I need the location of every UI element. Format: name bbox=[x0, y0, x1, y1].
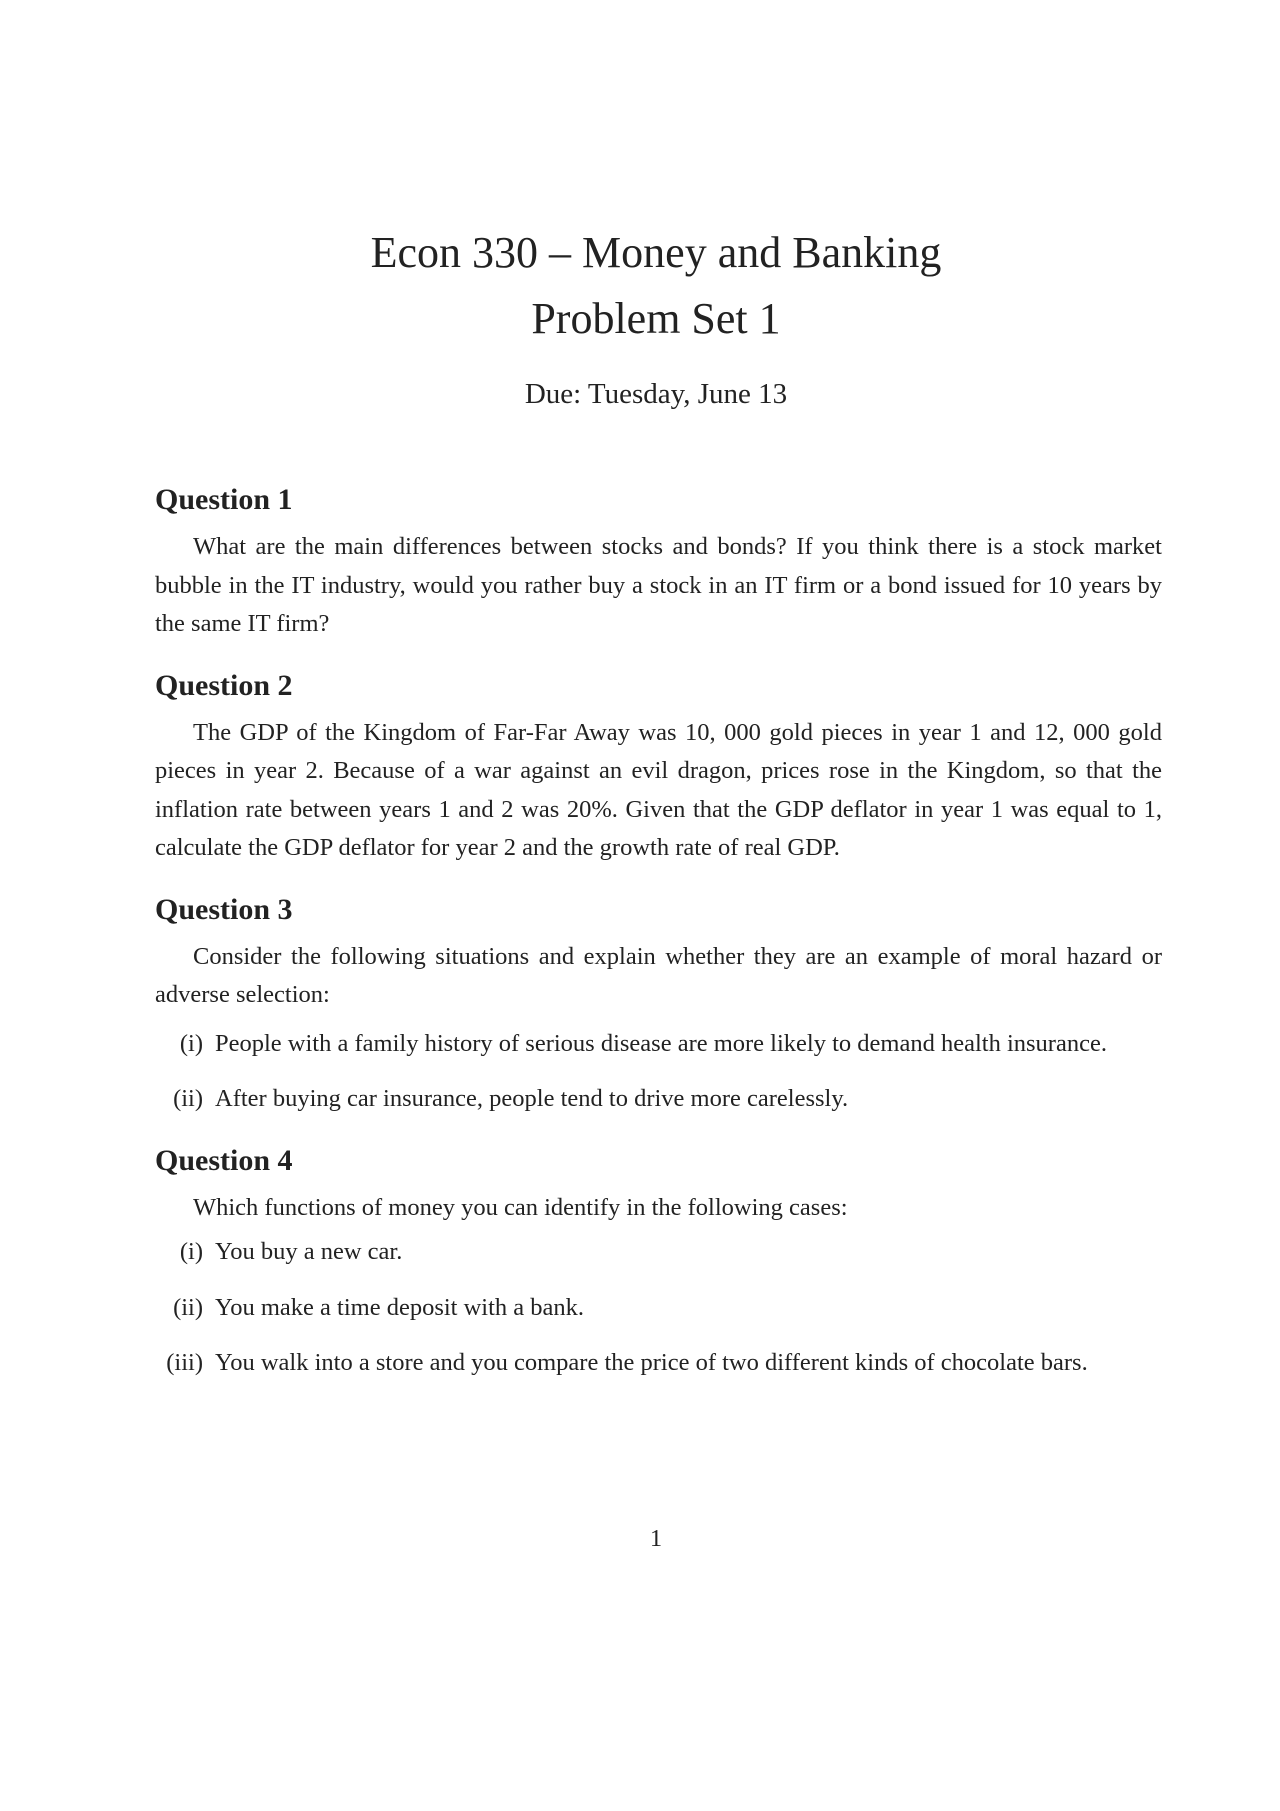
question-heading: Question 4 bbox=[155, 1143, 293, 1177]
list-item bbox=[155, 1025, 1162, 1064]
list-item-text: After buying car insurance, people tend to drive more carelessly. bbox=[215, 1085, 849, 1112]
list-item-text: People with a family history of serious disease are more likely to demand health insurance. bbox=[215, 1029, 1107, 1057]
question-item-list bbox=[155, 1025, 1162, 1119]
list-item bbox=[155, 1289, 1162, 1328]
question-text: The GDP of the Kingdom of Far-Far Away was 10, 000 gold pieces in year 1 and 12, 000 gold pieces in year 2. Because of a war against an evil dragon, prices rose in the Kingdom, so that the inflation rate between years 1 and 2 was 20%. Given that the GDP deflator in year 1 was equal to 1, calculate the GDP deflator for year 2 and the growth rate of real GDP. bbox=[155, 718, 1162, 861]
list-item bbox=[155, 1233, 1162, 1272]
page-number: 1 bbox=[649, 1525, 663, 1552]
question-text: Consider the following situations and explain whether they are an example of moral hazard or adverse selection: bbox=[155, 942, 1162, 1008]
question-1 bbox=[155, 480, 1162, 644]
list-item bbox=[155, 1344, 1162, 1383]
list-item-text: You walk into a store and you compare the price of two different kinds of chocolate bars. bbox=[215, 1349, 1088, 1376]
question-heading: Question 2 bbox=[155, 668, 293, 702]
list-item-text: You make a time deposit with a bank. bbox=[215, 1293, 585, 1321]
question-4 bbox=[155, 1141, 1162, 1383]
list-item-marker: (i) bbox=[179, 1029, 203, 1057]
questions-section bbox=[155, 480, 1162, 1400]
question-2 bbox=[155, 666, 1162, 868]
question-3 bbox=[155, 890, 1162, 1119]
due-date: Due: Tuesday, June 13 bbox=[524, 378, 788, 410]
list-item bbox=[155, 1080, 1162, 1119]
list-item-marker: (ii) bbox=[173, 1293, 203, 1321]
question-heading: Question 1 bbox=[155, 483, 293, 516]
page-subtitle: Problem Set 1 bbox=[531, 294, 781, 343]
list-item-marker: (i) bbox=[179, 1238, 203, 1265]
title-block bbox=[0, 220, 1280, 414]
question-text: Which functions of money you can identify in the following cases: bbox=[193, 1193, 848, 1221]
page-title: Econ 330 – Money and Banking bbox=[370, 228, 942, 277]
list-item-marker: (iii) bbox=[166, 1349, 203, 1376]
question-text: What are the main differences between stocks and bonds? If you think there is a stock market bubble in the IT industry, would you rather buy a stock in an IT firm or a bond issued for 10 years by the same IT firm? bbox=[155, 533, 1162, 637]
list-item-text: You buy a new car. bbox=[215, 1238, 403, 1265]
question-item-list bbox=[155, 1233, 1162, 1383]
list-item-marker: (ii) bbox=[173, 1085, 203, 1112]
question-heading: Question 3 bbox=[155, 892, 293, 926]
